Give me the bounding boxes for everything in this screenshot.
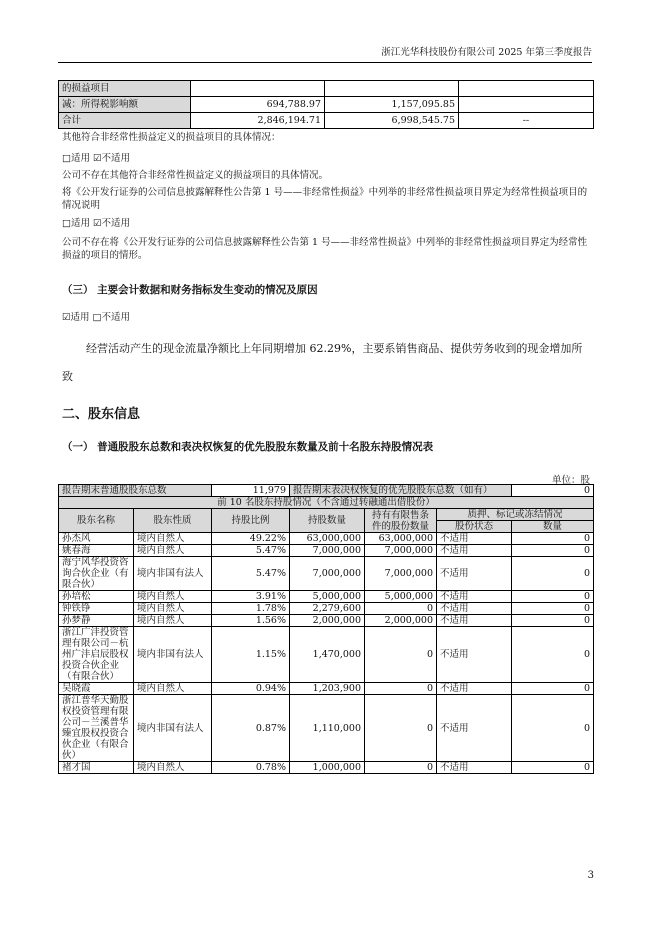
- shareholder-ratio: 1.15%: [212, 627, 290, 683]
- shareholder-qty: 1,203,900: [290, 683, 365, 695]
- table-row: [59, 695, 594, 762]
- shareholder-ratio: 3.91%: [212, 591, 290, 603]
- shareholder-status: 不适用: [437, 627, 512, 683]
- shareholder-count: 0: [512, 545, 594, 557]
- shareholder-name: 钟铁铮: [59, 603, 134, 615]
- page-header: 浙江光华科技股份有限公司 2025 年第三季度报告: [58, 46, 592, 63]
- shareholder-count: 0: [512, 533, 594, 545]
- shareholder-qty: 7,000,000: [290, 545, 365, 557]
- col-header-name: 股东名称: [59, 509, 134, 533]
- row-current: 694,788.97: [191, 97, 325, 113]
- shareholder-name: 孙梦静: [59, 615, 134, 627]
- shareholder-restricted: 63,000,000: [365, 533, 437, 545]
- shareholder-name: 褚才国: [59, 762, 134, 774]
- shareholder-qty: 2,279,600: [290, 603, 365, 615]
- shareholder-status: 不适用: [437, 683, 512, 695]
- table-row: [59, 762, 594, 774]
- shareholder-restricted: 0: [365, 683, 437, 695]
- shareholder-count: 0: [512, 591, 594, 603]
- row-label: 减：所得税影响额: [59, 97, 191, 113]
- shareholder-restricted: 7,000,000: [365, 545, 437, 557]
- shareholder-nature: 境内非国有法人: [134, 627, 212, 683]
- shareholder-ratio: 1.56%: [212, 615, 290, 627]
- shareholder-name: 姚春海: [59, 545, 134, 557]
- table-row: [59, 557, 594, 591]
- section-3-text: 经营活动产生的现金流量净额比上年同期增加 62.29%，主要系销售商品、提供劳务收到的现金增加所致: [62, 342, 583, 383]
- shareholder-status: 不适用: [437, 695, 512, 762]
- shareholder-restricted: 0: [365, 627, 437, 683]
- shareholder-name: 孙杰风: [59, 533, 134, 545]
- checkbox-line-2: □适用 ☑不适用: [62, 218, 131, 229]
- shareholder-status: 不适用: [437, 557, 512, 591]
- shareholder-qty: 1,110,000: [290, 695, 365, 762]
- total-holders-label: 报告期末普通股股东总数: [59, 485, 212, 497]
- table-row: [59, 113, 594, 129]
- shareholder-ratio: 5.47%: [212, 557, 290, 591]
- shareholder-status: 不适用: [437, 615, 512, 627]
- shareholder-restricted: 7,000,000: [365, 557, 437, 591]
- shareholder-count: 0: [512, 695, 594, 762]
- row-ytd: [325, 81, 459, 97]
- shareholder-qty: 2,000,000: [290, 615, 365, 627]
- table-row: [59, 683, 594, 695]
- shareholder-qty: 1,000,000: [290, 762, 365, 774]
- shareholder-nature: 境内自然人: [134, 533, 212, 545]
- shareholder-nature: 境内自然人: [134, 603, 212, 615]
- shareholder-ratio: 0.78%: [212, 762, 290, 774]
- shareholder-count: 0: [512, 615, 594, 627]
- section-3-title: （三） 主要会计数据和财务指标发生变动的情况及原因: [62, 284, 318, 296]
- col-header-pledge: 质押、标记或冻结情况: [437, 509, 594, 521]
- shareholder-status: 不适用: [437, 545, 512, 557]
- table-row: [59, 545, 594, 557]
- shareholder-status: 不适用: [437, 762, 512, 774]
- shareholder-qty: 5,000,000: [290, 591, 365, 603]
- shareholder-ratio: 0.94%: [212, 683, 290, 695]
- shareholder-count: 0: [512, 557, 594, 591]
- table-row: [59, 591, 594, 603]
- checkbox-line-1: □适用 ☑不适用: [62, 153, 131, 164]
- row-current: [191, 81, 325, 97]
- row-note: --: [459, 113, 594, 129]
- pref-holders-label: 报告期末表决权恢复的优先股股东总数（如有）: [290, 485, 512, 497]
- col-header-restricted: 持有有限售条件的股份数量: [365, 509, 437, 533]
- unit-label: 单位：股: [551, 475, 590, 486]
- shareholder-name: 吴晓霞: [59, 683, 134, 695]
- shareholder-qty: 1,470,000: [290, 627, 365, 683]
- classify-title: 将《公开发行证券的公司信息披露解释性公告第 1 号——非经常性损益》中列举的非经常性损益项目界定为经常性损益项目的情况说明: [62, 187, 588, 211]
- top10-title: 前 10 名股东持股情况（不含通过转融通出借股份）: [59, 497, 594, 509]
- row-label: 的损益项目: [59, 81, 191, 97]
- shareholder-ratio: 0.87%: [212, 695, 290, 762]
- col-header-ratio: 持股比例: [212, 509, 290, 533]
- shareholder-nature: 境内非国有法人: [134, 695, 212, 762]
- table-row: [59, 603, 594, 615]
- shareholder-status: 不适用: [437, 533, 512, 545]
- classify-text: 公司不存在将《公开发行证券的公司信息披露解释性公告第 1 号——非经常性损益》中列举的非经常性损益项目界定为经常性损益的项目的情形。: [62, 237, 588, 261]
- section-1-title: （一） 普通股股东总数和表决权恢复的优先股股东数量及前十名股东持股情况表: [62, 441, 434, 453]
- shareholder-ratio: 1.78%: [212, 603, 290, 615]
- table-row: [59, 627, 594, 683]
- table-row: [59, 81, 594, 97]
- shareholder-name: 浙江广沣投资管理有限公司－杭州广沣启辰股权投资合伙企业（有限合伙）: [59, 627, 134, 683]
- row-current: 2,846,194.71: [191, 113, 325, 129]
- shareholder-count: 0: [512, 683, 594, 695]
- shareholder-nature: 境内自然人: [134, 683, 212, 695]
- shareholder-status: 不适用: [437, 591, 512, 603]
- shareholder-restricted: 0: [365, 762, 437, 774]
- shareholder-restricted: 0: [365, 695, 437, 762]
- shareholder-restricted: 5,000,000: [365, 591, 437, 603]
- shareholder-status: 不适用: [437, 603, 512, 615]
- shareholder-name: 孙培松: [59, 591, 134, 603]
- shareholder-name: 海宁风华投资咨询合伙企业（有限合伙）: [59, 557, 134, 591]
- col-header-count: 数量: [512, 521, 594, 533]
- shareholder-nature: 境内自然人: [134, 545, 212, 557]
- shareholder-nature: 境内自然人: [134, 591, 212, 603]
- shareholder-heading: 二、股东信息: [62, 407, 141, 422]
- row-note: [459, 81, 594, 97]
- shareholder-qty: 63,000,000: [290, 533, 365, 545]
- shareholder-ratio: 5.47%: [212, 545, 290, 557]
- row-ytd: 6,998,545.75: [325, 113, 459, 129]
- row-ytd: 1,157,095.85: [325, 97, 459, 113]
- col-header-nature: 股东性质: [134, 509, 212, 533]
- checkbox-line-3: ☑适用 □不适用: [62, 312, 131, 323]
- shareholder-restricted: 2,000,000: [365, 615, 437, 627]
- table-row: [59, 97, 594, 113]
- nonrecurring-table: [58, 80, 594, 129]
- shareholder-nature: 境内自然人: [134, 762, 212, 774]
- shareholder-nature: 境内非国有法人: [134, 557, 212, 591]
- pref-holders-value: 0: [512, 485, 594, 497]
- row-note: [459, 97, 594, 113]
- shareholder-count: 0: [512, 627, 594, 683]
- other-items-title: 其他符合非经常性损益定义的损益项目的具体情况：: [62, 132, 281, 143]
- table-row: [59, 533, 594, 545]
- shareholder-name: 浙江普华天勤股权投资管理有限公司－兰溪普华臻宜股权投资合伙企业（有限合伙）: [59, 695, 134, 762]
- shareholder-table: [58, 484, 594, 774]
- col-header-status: 股份状态: [437, 521, 512, 533]
- other-items-text: 公司不存在其他符合非经常性损益定义的损益项目的具体情况。: [62, 170, 329, 181]
- table-row: [59, 615, 594, 627]
- shareholder-nature: 境内自然人: [134, 615, 212, 627]
- shareholder-count: 0: [512, 603, 594, 615]
- shareholder-count: 0: [512, 762, 594, 774]
- total-holders-value: 11,979: [212, 485, 290, 497]
- row-label: 合计: [59, 113, 191, 129]
- shareholder-qty: 7,000,000: [290, 557, 365, 591]
- page-number: 3: [587, 870, 594, 881]
- col-header-qty: 持股数量: [290, 509, 365, 533]
- shareholder-ratio: 49.22%: [212, 533, 290, 545]
- shareholder-restricted: 0: [365, 603, 437, 615]
